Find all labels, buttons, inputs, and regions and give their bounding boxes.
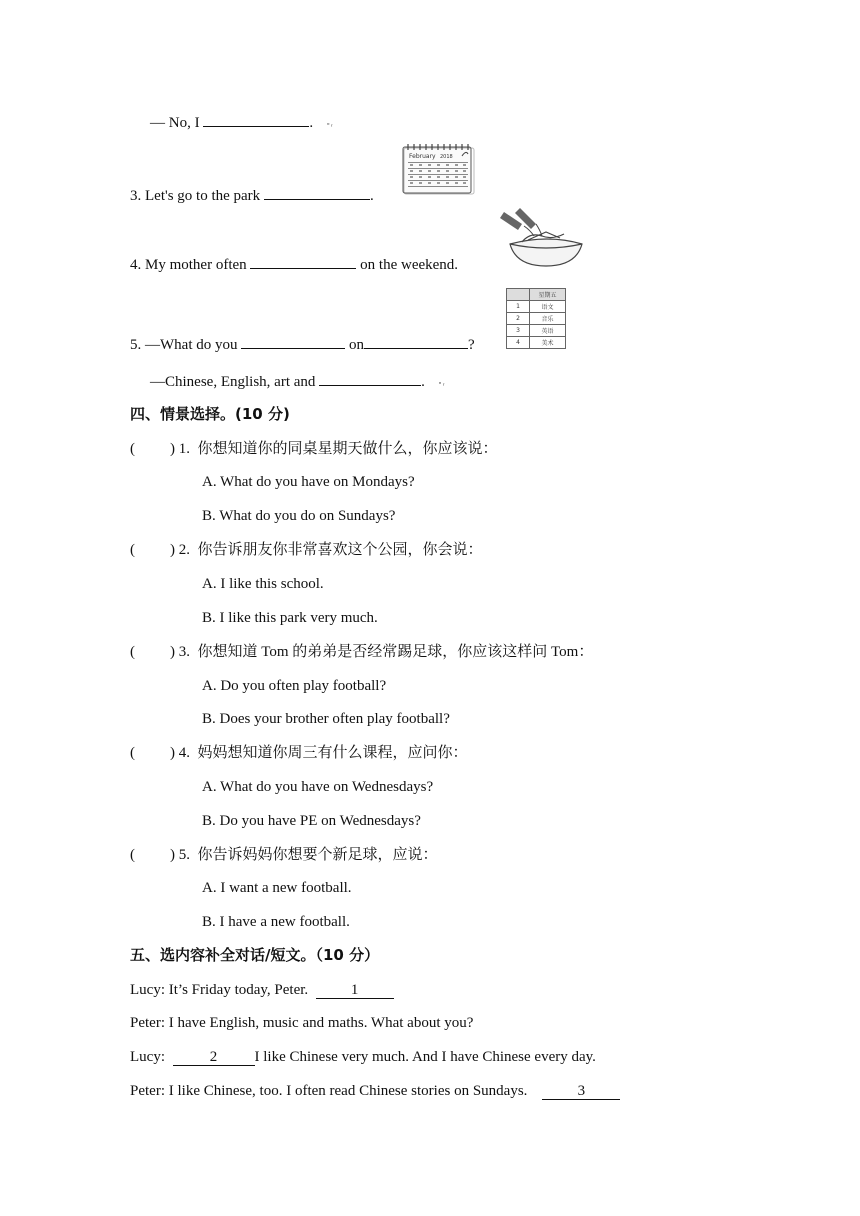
blank-3[interactable]: 3 [542,1083,620,1100]
question-number: ) 4. [170,745,190,761]
choice-question-5 [130,845,438,865]
dialogue-line-3 [130,1047,596,1067]
dialogue-text: Peter: I like Chinese, too. I often read Chinese stories on Sundays. [130,1083,528,1099]
question-text: 3. Let's go to the park [130,188,261,204]
question-prompt: 你告诉朋友你非常喜欢这个公园，你会说： [197,542,483,558]
small-mark: ▫ ᵣ [326,119,333,128]
question-number: ) 2. [170,542,190,558]
dialogue-text: I like Chinese very much. And I have Chinese every day. [254,1049,596,1065]
fill-blank[interactable] [364,334,468,349]
question-number: ) 3. [170,644,190,660]
washing-clothes-picture [498,206,586,270]
question-prompt: 你想知道你的同桌星期天做什么，你应该说： [197,441,498,457]
fill-blank[interactable] [319,371,421,386]
option-a[interactable]: A. What do you have on Wednesdays? [202,779,434,795]
section-5-heading: 五、选内容补全对话/短文。（10 分） [130,946,380,964]
choice-question-2 [130,540,483,560]
calendar-picture [400,142,476,198]
timetable-subject: 音乐 [530,313,566,325]
option-a[interactable]: A. Do you often play football? [202,678,387,694]
timetable-subject: 英语 [530,325,566,337]
option-b[interactable]: B. I like this park very much. [202,610,378,626]
question-line-5 [130,334,475,355]
blank-1[interactable]: 1 [316,982,394,999]
timetable-header: 星期五 [530,289,566,301]
answer-suffix: . [309,115,314,131]
answer-paren[interactable]: ( [130,441,135,457]
choice-question-4 [130,743,468,763]
choice-question-3 [130,642,593,662]
question-line-4 [130,254,458,275]
calendar-year: 2018 [440,154,453,160]
question-text: 5. —What do you [130,337,238,353]
fill-blank[interactable] [250,254,356,269]
answer-line-no-i [150,112,333,134]
dialogue-line-1 [130,980,394,1000]
choice-question-1 [130,439,498,459]
dialogue-line-4 [130,1081,620,1101]
option-b[interactable]: B. What do you do on Sundays? [202,508,396,524]
timetable [506,288,566,349]
option-a[interactable]: A. I want a new football. [202,880,352,896]
calendar-month: February [409,153,436,160]
answer-prefix: — No, I [150,115,200,131]
timetable-subject: 美术 [530,337,566,349]
dialogue-text: Lucy: It’s Friday today, Peter. [130,982,309,998]
question-number: ) 5. [170,847,190,863]
dialogue-line-2: Peter: I have English, music and maths. What about you? [130,1015,474,1031]
answer-suffix: . [421,374,425,390]
question-line-3 [130,185,374,206]
fill-blank[interactable] [241,334,345,349]
option-b[interactable]: B. Does your brother often play football? [202,711,450,727]
timetable-period: 3 [507,325,530,337]
option-a[interactable]: A. What do you have on Mondays? [202,474,415,490]
question-number: ) 1. [170,441,190,457]
question-prompt: 你想知道 Tom 的弟弟是否经常踢足球，你应该这样问 Tom： [197,644,594,660]
fill-blank[interactable] [203,112,309,127]
option-b[interactable]: B. I have a new football. [202,914,350,930]
section-4-heading: 四、情景选择。(10 分) [130,405,290,423]
question-mid: on [348,337,364,353]
answer-paren[interactable]: ( [130,847,135,863]
option-a[interactable]: A. I like this school. [202,576,324,592]
answer-paren[interactable]: ( [130,644,135,660]
timetable-subject: 语文 [530,301,566,313]
small-mark: ▫ ᵣ [438,378,445,387]
answer-paren[interactable]: ( [130,542,135,558]
dialogue-speaker: Lucy: [130,1049,165,1065]
timetable-period: 4 [507,337,530,349]
question-text: 4. My mother often [130,257,247,273]
blank-2[interactable]: 2 [173,1049,255,1066]
timetable-period: 2 [507,313,530,325]
option-b[interactable]: B. Do you have PE on Wednesdays? [202,813,421,829]
question-prompt: 妈妈想知道你周三有什么课程，应问你： [197,745,468,761]
fill-blank[interactable] [264,185,370,200]
question-suffix: . [369,188,374,204]
question-suffix: on the weekend. [360,257,459,273]
answer-paren[interactable]: ( [130,745,135,761]
question-suffix: ? [467,337,475,353]
answer-line-5 [150,371,444,393]
question-prompt: 你告诉妈妈你想要个新足球，应说： [197,847,438,863]
timetable-picture [506,288,566,349]
timetable-period: 1 [507,301,530,313]
answer-text: —Chinese, English, art and [150,374,316,390]
